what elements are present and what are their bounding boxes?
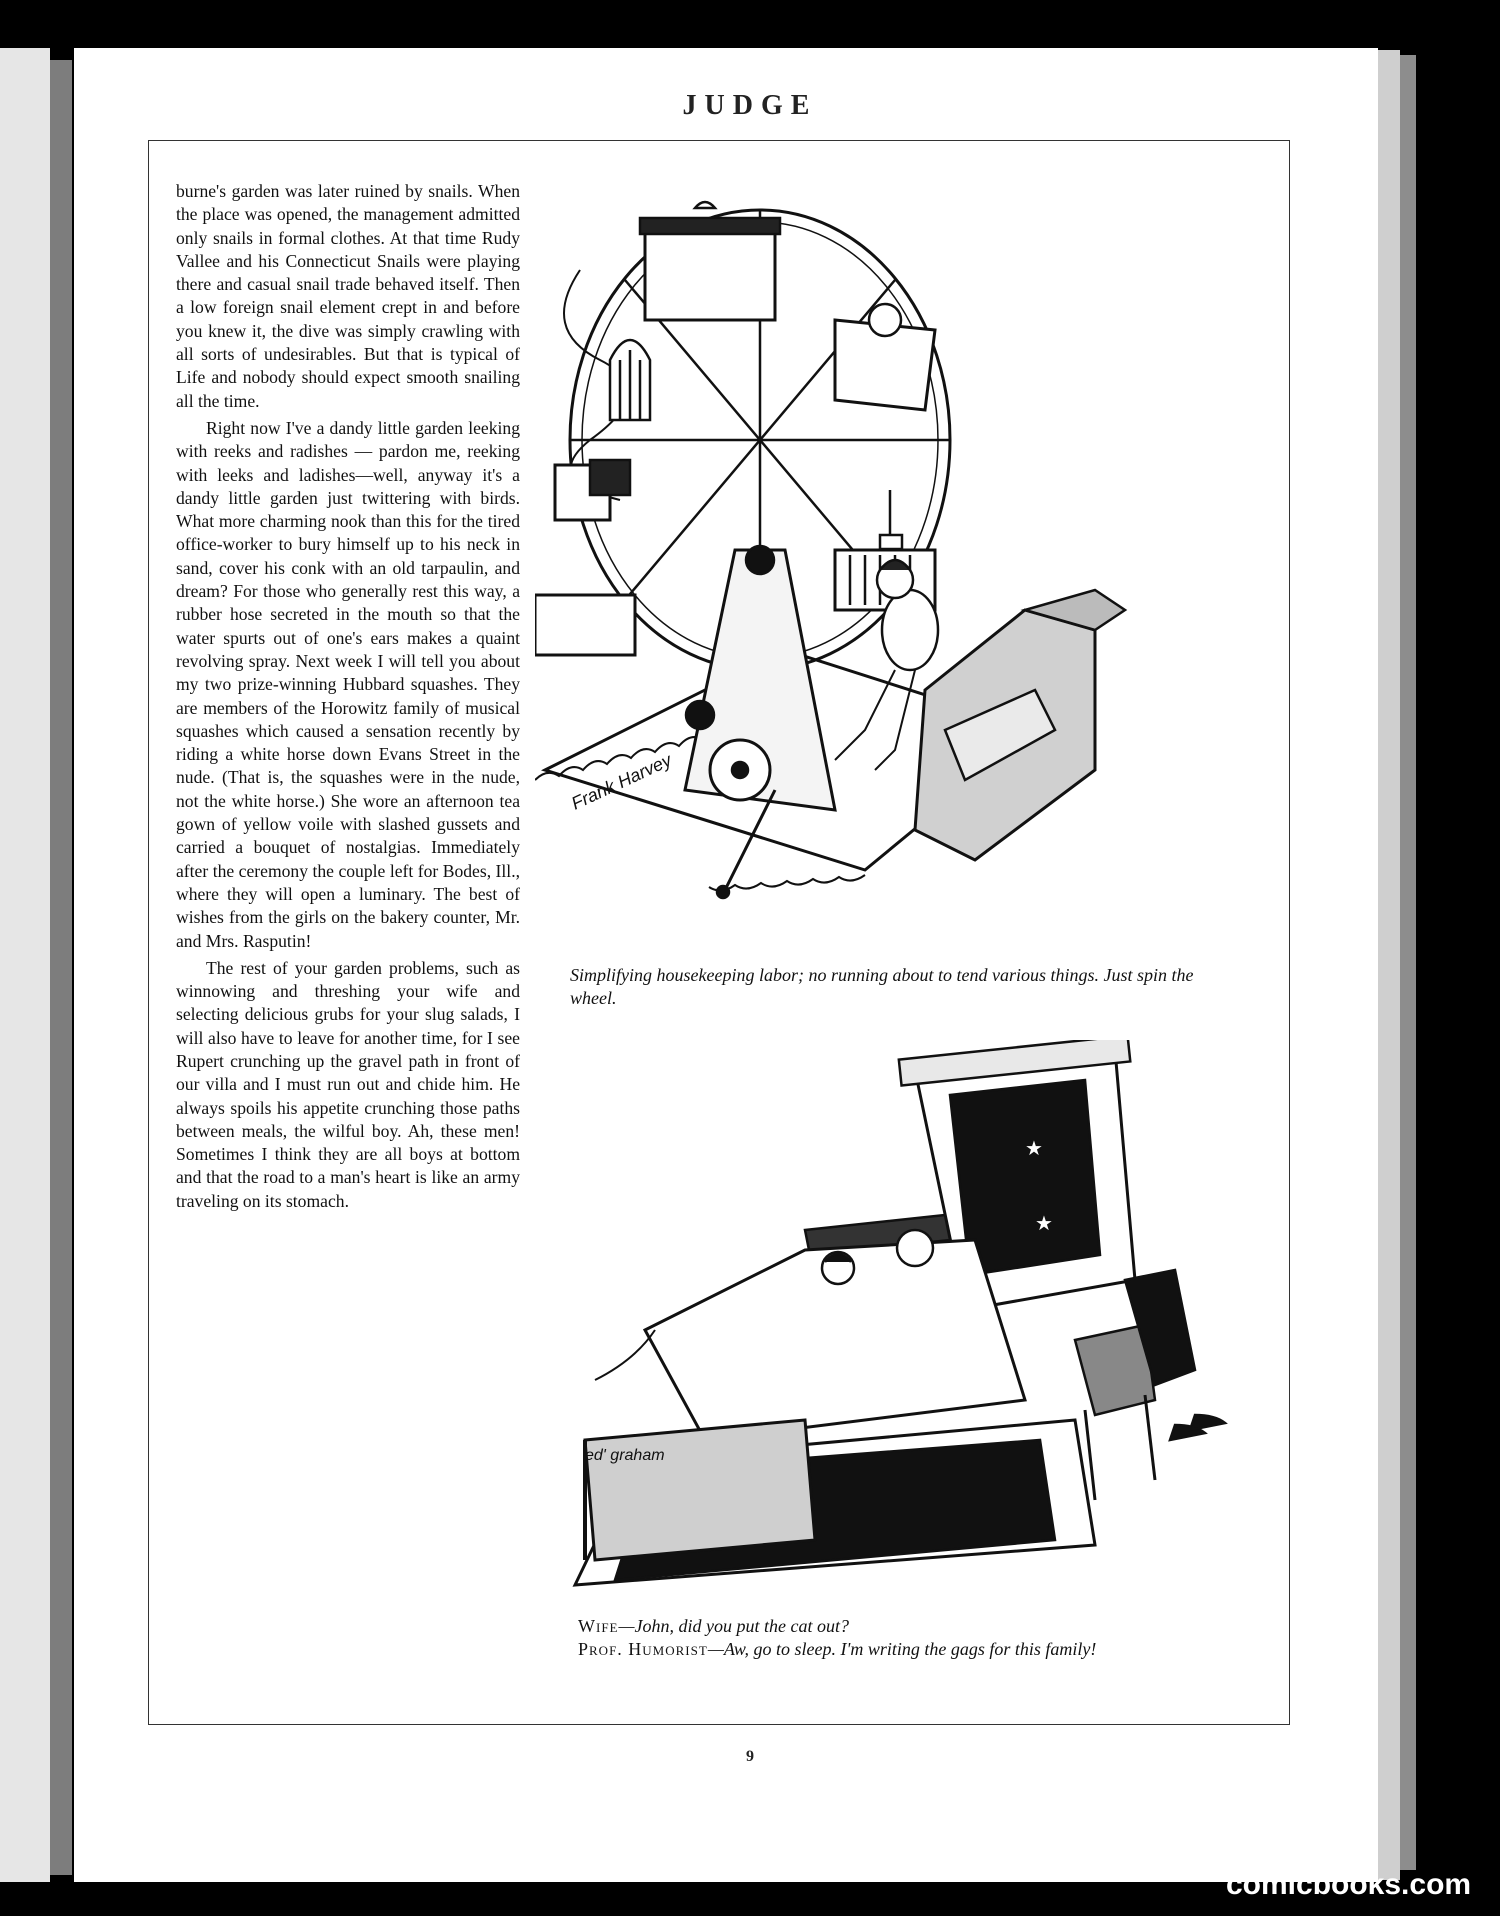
right-page-stack	[1376, 50, 1400, 1880]
ferris-wheel-cartoon	[535, 170, 1235, 930]
dialogue-line	[578, 1615, 1238, 1638]
dialogue-speaker: Prof. Humorist	[578, 1639, 708, 1659]
cartoon-caption: Simplifying housekeeping labor; no running about to tend various things. Just spin the wheel.	[570, 965, 1194, 1008]
dialogue-text: —Aw, go to sleep. I'm writing the gags for this family!	[707, 1639, 1097, 1659]
article-paragraph: The rest of your garden problems, such as winnowing and threshing your wife and selecting delicious grubs for your slug salads, I will also have to leave for another time, for I see Rupert crunching up the gravel path in front of our villa and I must run out and chide him. He always spoils his appetite crunching those paths between meals, the wilful boy. Ah, these men! Sometimes I think they are all boys at bottom and that the road to a man's heart is like an army traveling on its stomach.	[176, 957, 520, 1211]
article-paragraph: Right now I've a dandy little garden leeking with reeks and radishes — pardon me, reeking with leeks and ladishes—well, anyway it's a dandy little garden just twittering with birds. What more charming nook than this for the tired office-worker to bury himself up to his neck in sand, cover his conk with an old tarpaulin, and dream? For those who generally rest this way, a rubber hose secreted in the mouth so that the water spurts out of one's ears makes a quaint revolving spray. Next week I will tell you about my two prize-winning Hubbard squashes. They are members of the Horowitz family of musical squashes which caused a sensation recently by riding a white horse down Evans Street in the nude. (That is, the squashes were in the nude, not the white horse.) She wore an afternoon tea gown of yellow voile with slashed gussets and carried a bouquet of nostalgias. Immediately after the ceremony the couple left for Bodes, Ill., where they will open a luminary. The best of wishes from the girls on the bakery counter, Mr. and Mrs. Rasputin!	[176, 417, 520, 951]
watermark: comicbooks.com	[1226, 1868, 1472, 1901]
binding-shadow	[50, 60, 72, 1875]
bedroom-cartoon	[555, 1040, 1255, 1600]
cartoon-signature: ed' graham	[585, 1447, 665, 1464]
article-paragraph: burne's garden was later ruined by snails. When the place was opened, the management admitted only snails in formal clothes. At that time Rudy Vallee and his Connecticut Snails were playing there and casual snail trade behaved itself. Then a low foreign snail element crept in and before you knew it, the dive was simply crawling with all sorts of undesirables. But that is typical of Life and nobody should expect smooth snailing all the time.	[176, 181, 520, 411]
article-column	[176, 180, 520, 1217]
left-page-edge	[0, 48, 50, 1882]
cartoon-signature: Frank Harvey	[568, 749, 675, 814]
dialogue-line	[578, 1638, 1238, 1661]
star-icon: ★	[1035, 1213, 1053, 1235]
star-icon: ★	[1025, 1138, 1043, 1160]
cartoon-dialogue	[578, 1615, 1238, 1661]
dialogue-text: —John, did you put the cat out?	[618, 1616, 849, 1636]
dialogue-speaker: Wife	[578, 1616, 619, 1636]
masthead: JUDGE	[682, 90, 818, 121]
right-page-stack-shadow	[1400, 55, 1416, 1870]
page-number: 9	[746, 1748, 754, 1765]
